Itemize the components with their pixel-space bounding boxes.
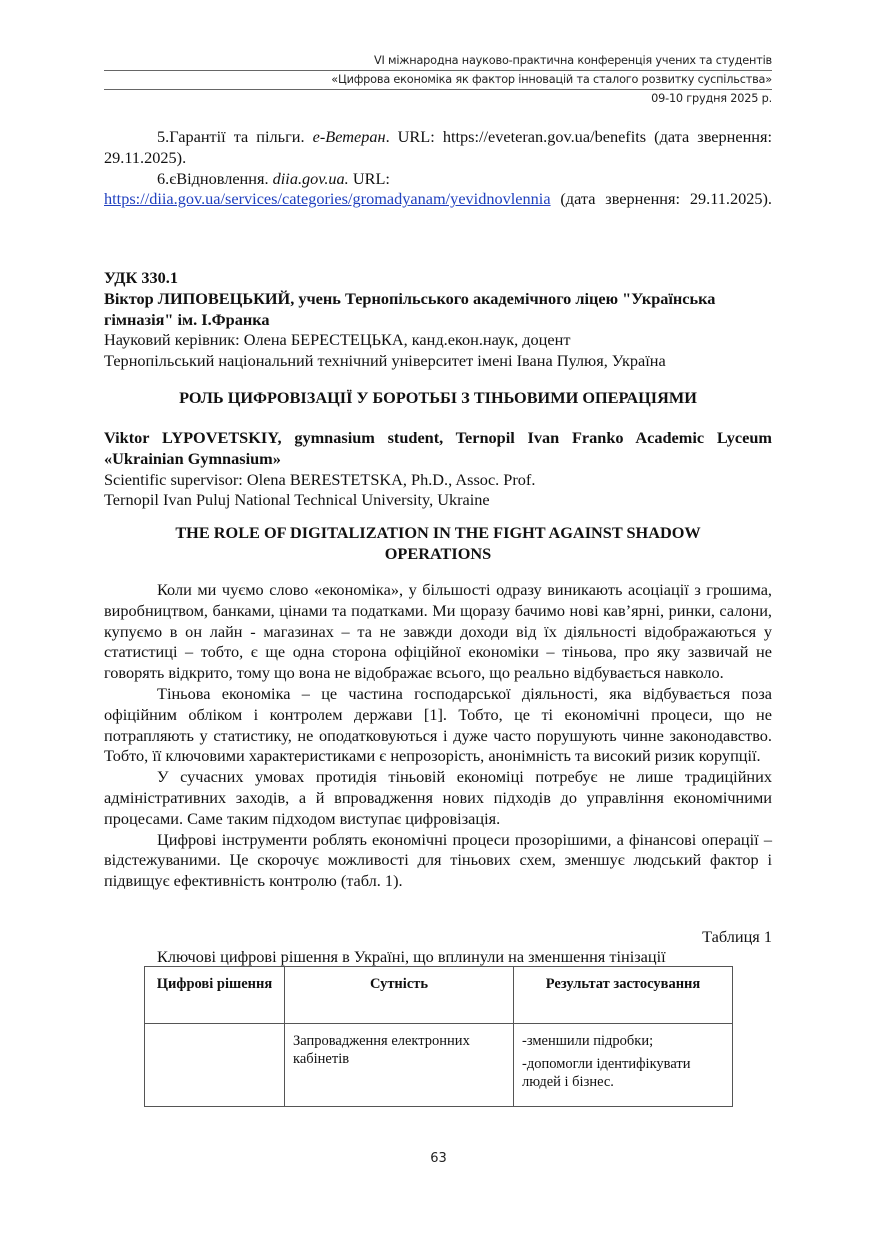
reference-url-label: URL: [352,168,390,188]
author-en: Viktor LYPOVETSKIY, gymnasium student, Ternopil Ivan Franko Academic Lyceum «Ukrainian Gymnasium» [104,428,772,468]
result-item: -зменшили підробки; [522,1033,654,1049]
result-item: -допомогли ідентифікувати людей і бізнес. [522,1056,691,1090]
column-header-result: Результат застосування [514,967,733,1024]
reference-access-date: (дата звернення: 29.11.2025). [104,127,773,167]
article-title-ua: РОЛЬ ЦИФРОВІЗАЦІЇ У БОРОТЬБІ З ТІНЬОВИМИ ОПЕРАЦІЯМИ [179,388,697,407]
table-row [145,1024,733,1107]
reference-number: 6. [157,168,170,188]
running-header-conference: VI міжнародна науково-практична конференція учених та студентів [373,54,772,67]
cell-result [514,1024,733,1107]
digital-solutions-table [144,966,733,1107]
running-header-theme: «Цифрова економіка як фактор інновацій та сталого розвитку суспільства» [331,73,772,86]
running-header-date: 09-10 грудня 2025 р. [651,92,772,105]
body-paragraph: Цифрові інструменти роблять економічні процеси прозорішими, а фінансові операції – відстежуваними. Це скорочує можливості для тіньових схем, зменшує людський фактор і підвищує ефективність контролю (табл. 1). [104,829,772,891]
author-ua: Віктор ЛИПОВЕЦЬКИЙ, учень Тернопільського академічного ліцею "Українська гімназія" ім. І.Франка [104,288,716,329]
header-rule-1 [104,70,772,71]
reference-source: е-Ветеран [312,127,386,146]
supervisor-ua: Науковий керівник: Олена БЕРЕСТЕЦЬКА, канд.екон.наук, доцент [104,330,571,350]
body-paragraph: Коли ми чуємо слово «економіка», у більшості одразу виникають асоціації з грошима, виробництвом, банками, цінами та податками. Ми щоразу бачимо нові кав’ярні, ринки, салони, купуємо в он лайн - магазинах – та не завжди доходи від їх діяльності відображаються у статистиці – тобто, є ще одна сторона офіційної економіки – тіньова, про яку зазвичай не говорять відкрито, тому що вона не відображає всього, що реально відбувається навколо. [104,580,772,683]
reference-url[interactable]: https://eveteran.gov.ua/benefits [442,127,647,146]
reference-title: Гарантії та пільги. [169,127,305,146]
header-rule-2 [104,89,772,90]
reference-item-5: 5.Гарантії та пільги. е-Ветеран. URL: https://eveteran.gov.ua/benefits (дата звернення: 29.11.2025). [104,127,773,167]
affiliation-ua: Тернопільський національний технічний університет імені Івана Пулюя, Україна [104,351,666,371]
reference-access-date: (дата звернення: 29.11.2025). [560,189,772,209]
article-body [104,580,772,892]
reference-list [104,127,772,210]
reference-source: diia.gov.ua. [272,168,349,188]
reference-number: 5. [157,127,170,146]
table-label: Таблиця 1 [702,927,772,946]
column-header-solutions: Цифрові рішення [145,967,285,1024]
reference-link[interactable]: https://diia.gov.ua/services/categories/gromadyanam/yevidnovlennia [104,189,551,209]
article-header-ua [104,268,772,372]
table-title: Ключові цифрові рішення в Україні, що вплинули на зменшення тінізації [157,947,666,966]
page-number: 63 [430,1151,447,1166]
column-header-essence: Сутність [285,967,514,1024]
affiliation-en: Ternopil Ivan Puluj National Technical University, Ukraine [104,490,490,510]
article-title-en: THE ROLE OF DIGITALIZATION IN THE FIGHT AGAINST SHADOW OPERATIONS [175,523,701,563]
table-header-row [145,967,733,1024]
body-paragraph: У сучасних умовах протидія тіньовій економіці потребує не лише традиційних адміністративних заходів, а й впровадження нових підходів до управління економічними процесами. Саме таким підходом виступає цифровізація. [104,767,772,828]
reference-title: єВідновлення. [169,168,269,188]
udk-code: УДК 330.1 [104,268,179,287]
reference-url-label: URL: [397,127,435,146]
body-paragraph: Тіньова економіка – це частина господарської діяльності, яка відбувається поза офіційним обліком і контролем держави [1]. Тобто, це ті економічні процеси, що не потрапляють у статистику, не оподатковуються і дуже часто порушують чинне законодавство. Тобто, її ключовими характеристиками є непрозорість, анонімність та високий ризик корупції. [104,683,772,766]
article-header-en [104,428,772,511]
cell-essence: Запровадження електронних кабінетів [285,1024,514,1107]
cell-solution [145,1024,285,1107]
supervisor-en: Scientific supervisor: Olena BERESTETSKA, Ph.D., Assoc. Prof. [104,469,536,489]
reference-item-6 [104,169,772,190]
reference-item-6-url-line [104,189,772,210]
